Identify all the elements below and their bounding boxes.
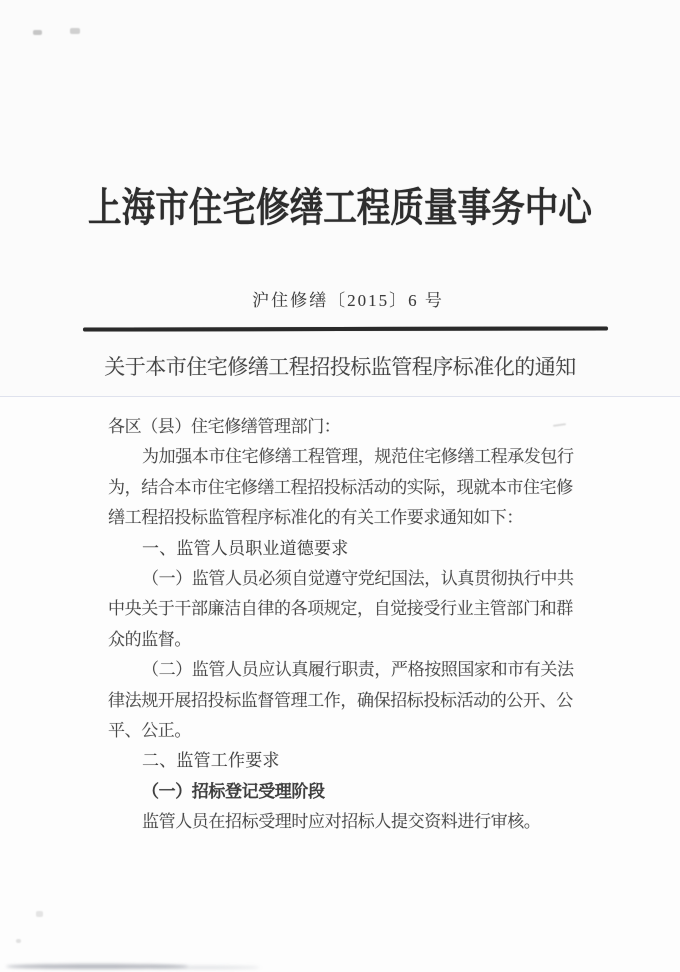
section-1-item-2-line: 律法规开展招投标监督管理工作，确保招标投标活动的公开、公 [108, 690, 573, 710]
section-1-heading: 一、监管人员职业道德要求 [142, 538, 349, 558]
scan-speck [33, 30, 42, 35]
stage-1-heading: （一）招标登记受理阶段 [142, 781, 325, 801]
letterhead-title: 上海市住宅修缮工程质量事务中心 [87, 185, 592, 230]
stage-1-text: 监管人员在招标受理时应对招标人提交资料进行审核。 [142, 812, 541, 832]
section-1-item-1-line: 众的监督。 [108, 629, 191, 649]
doc-number: 沪住修缮〔2015〕6 号 [252, 291, 444, 310]
section-1-item-1-line: （一）监管人员必须自觉遵守党纪国法，认真贯彻执行中共 [142, 569, 574, 589]
scan-speck [70, 28, 80, 34]
section-1-item-2-line: （二）监管人员应认真履行职责，严格按照国家和市有关法 [142, 660, 574, 680]
intro-line: 为，结合本市住宅修缮工程招投标活动的实际，现就本市住宅修 [108, 477, 573, 497]
page-edge-shadow [150, 966, 260, 969]
section-1-item-1-line: 中央关于干部廉洁自律的各项规定，自觉接受行业主管部门和群 [108, 599, 573, 619]
subject-title: 关于本市住宅修缮工程招投标监管程序标准化的通知 [104, 356, 576, 379]
section-2-heading: 二、监管工作要求 [142, 751, 280, 771]
scan-speck [16, 939, 21, 943]
scan-seam-line [0, 396, 680, 397]
scan-speck [36, 911, 43, 917]
section-1-item-2-line: 平、公正。 [108, 721, 191, 741]
document-body [108, 412, 586, 838]
intro-line: 为加强本市住宅修缮工程管理，规范住宅修缮工程承发包行 [142, 447, 574, 467]
intro-line: 缮工程招投标监管程序标准化的有关工作要求通知如下： [108, 508, 523, 528]
salutation-line: 各区（县）住宅修缮管理部门： [108, 417, 341, 436]
